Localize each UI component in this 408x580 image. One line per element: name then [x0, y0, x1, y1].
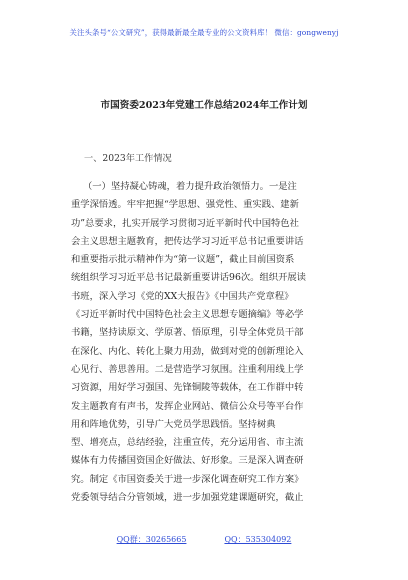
header-banner: 关注头条号“公文研究”，获得最新最全最专业的公文资料库！ 微信：gongwenyj — [69, 28, 339, 37]
body-line: 功”总要求，扎实开展学习贯彻习近平新时代中国特色社 — [71, 217, 299, 229]
qq-contact-link[interactable]: QQ：535304092 — [224, 535, 292, 544]
body-line: 心见行、善思善用。二是营造学习氛围。注重利用线上学 — [71, 363, 304, 375]
body-line: 统组织学习习近平总书记最新重要讲话96次。组织开展读 — [71, 272, 306, 284]
body-line: 《习近平新时代中国特色社会主义思想专题摘编》等必学 — [71, 309, 304, 321]
body-line: 用和阵地优势，引导广大党员学思践悟。坚持树典 — [71, 418, 276, 430]
body-line: （一）坚持凝心铸魂，着力提升政治领悟力。一是注 — [83, 181, 297, 192]
body-line: 重学深悟透。牢牢把握“学思想、强党性、重实践、建新 — [71, 199, 299, 211]
body-line: 在深化、内化、转化上聚力用劲，做到对党的创新理论入 — [71, 345, 304, 357]
section-heading: 一、2023年工作情况 — [84, 153, 172, 164]
qq-group-link[interactable]: QQ群：30265665 — [116, 535, 187, 544]
body-line: 型、增亮点，总结经验，注重宣传，充分运用省、市主流 — [71, 437, 304, 449]
body-line: 会主义思想主题教育，把传达学习习近平总书记重要讲话 — [71, 235, 304, 247]
body-line: 媒体有力传播国资国企好做法、好形象。三是深入调查研 — [71, 455, 304, 467]
body-line: 发主题教育有声书，发挥企业网站、微信公众号等平台作 — [71, 400, 304, 412]
body-line: 习资源，用好学习强国、先锋铜陵等载体，在工作群中转 — [71, 382, 304, 394]
body-line: 和重要指示批示精神作为“第一议题”，截止目前国资系 — [71, 254, 295, 266]
body-line: 书籍，坚持读原文、学原著、悟原理，引导全体党员干部 — [71, 327, 304, 339]
body-line: 究。制定《市国资委关于进一步深化调查研究工作方案》 — [71, 473, 304, 485]
body-text — [71, 178, 361, 507]
body-line: 党委领导结合分管领域，进一步加强党建课题研究，截止 — [71, 492, 304, 504]
body-line: 书班，深入学习《党的XX大报告》《中国共产党章程》 — [71, 290, 294, 302]
document-title: 市国资委2023年党建工作总结2024年工作计划 — [100, 100, 308, 111]
footer-contact — [0, 534, 408, 545]
